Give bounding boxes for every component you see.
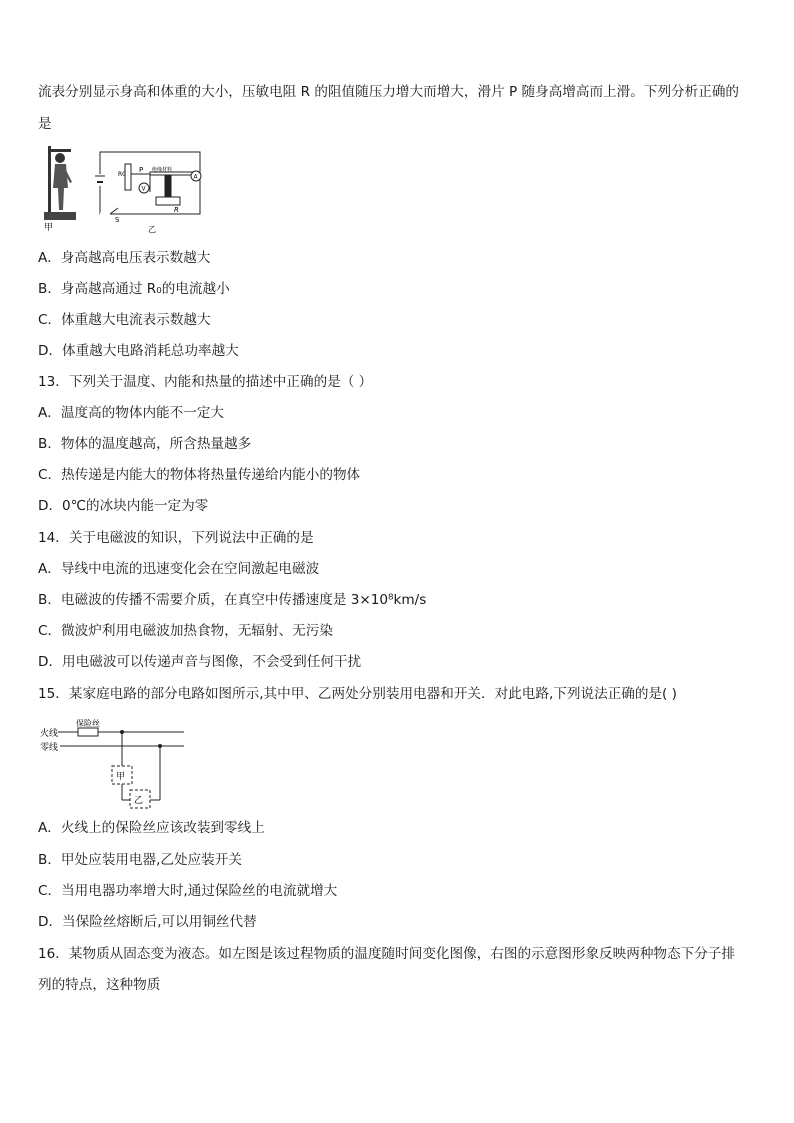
question-13-stem: 13．下列关于温度、内能和热量的描述中正确的是（ ） <box>38 374 373 390</box>
question-15-stem: 15．某家庭电路的部分电路如图所示,其中甲、乙两处分别装用电器和开关．对此电路,下列说法正确的是( ) <box>38 686 677 702</box>
label-switch-yi: 乙 <box>134 796 144 806</box>
question-15-option-d: D．当保险丝熔断后,可以用铜丝代替 <box>38 914 257 930</box>
question-13-option-c: C．热传递是内能大的物体将热量传递给内能小的物体 <box>38 467 361 483</box>
label-r0: R0 <box>118 171 126 178</box>
question-12-option-d: D．体重越大电路消耗总功率越大 <box>38 343 239 359</box>
height-weight-meter-figure <box>38 142 218 234</box>
question-14-option-a: A．导线中电流的迅速变化会在空间激起电磁波 <box>38 561 320 577</box>
label-voltmeter: V <box>141 185 146 193</box>
question-12-stem-line-2: 是 <box>38 116 52 132</box>
question-13-option-a: A．温度高的物体内能不一定大 <box>38 405 225 421</box>
label-r: R <box>174 206 179 214</box>
label-plate: 绝缘材料 <box>152 167 173 173</box>
question-14-option-c: C．微波炉利用电磁波加热食物，无辐射、无污染 <box>38 623 333 639</box>
label-fuse: 保险丝 <box>76 719 100 728</box>
question-12-option-b: B．身高越高通过 R₀的电流越小 <box>38 281 230 297</box>
question-15-option-a: A．火线上的保险丝应该改装到零线上 <box>38 820 265 836</box>
circuit-diagram <box>95 152 201 214</box>
question-12-stem-line-1: 流表分别显示身高和体重的大小，压敏电阻 R 的阻值随压力增大而增大，滑片 P 随身高增高而上滑。下列分析正确的 <box>38 84 740 100</box>
question-16-stem-line-1: 16．某物质从固态变为液态。如左图是该过程物质的温度随时间变化图像，右图的示意图形象反映两种物态下分子排 <box>38 946 735 962</box>
question-15-option-c: C．当用电器功率增大时,通过保险丝的电流就增大 <box>38 883 338 899</box>
question-14-option-d: D．用电磁波可以传递声音与图像，不会受到任何干扰 <box>38 654 362 670</box>
question-14-stem: 14．关于电磁波的知识，下列说法中正确的是 <box>38 530 314 546</box>
label-live-wire: 火线 <box>40 729 59 739</box>
label-appliance-jia: 甲 <box>116 772 126 782</box>
household-circuit-figure <box>38 718 188 810</box>
question-15-option-b: B．甲处应装用电器,乙处应装开关 <box>38 852 242 868</box>
label-meter-right: A <box>193 173 198 181</box>
question-13-option-d: D．0℃的冰块内能一定为零 <box>38 498 209 514</box>
label-s: S <box>115 216 120 224</box>
question-14-option-b: B．电磁波的传播不需要介质，在真空中传播速度是 3×10⁸km/s <box>38 592 427 608</box>
label-jia: 甲 <box>44 223 54 233</box>
label-neutral-wire: 零线 <box>40 743 59 753</box>
person-on-scale-image <box>44 146 76 220</box>
question-13-option-b: B．物体的温度越高，所含热量越多 <box>38 436 252 452</box>
question-16-stem-line-2: 列的特点，这种物质 <box>38 977 161 993</box>
label-yi: 乙 <box>148 225 156 234</box>
label-p: P <box>139 166 144 174</box>
question-12-option-c: C．体重越大电流表示数越大 <box>38 312 211 328</box>
question-12-option-a: A．身高越高电压表示数越大 <box>38 250 211 266</box>
